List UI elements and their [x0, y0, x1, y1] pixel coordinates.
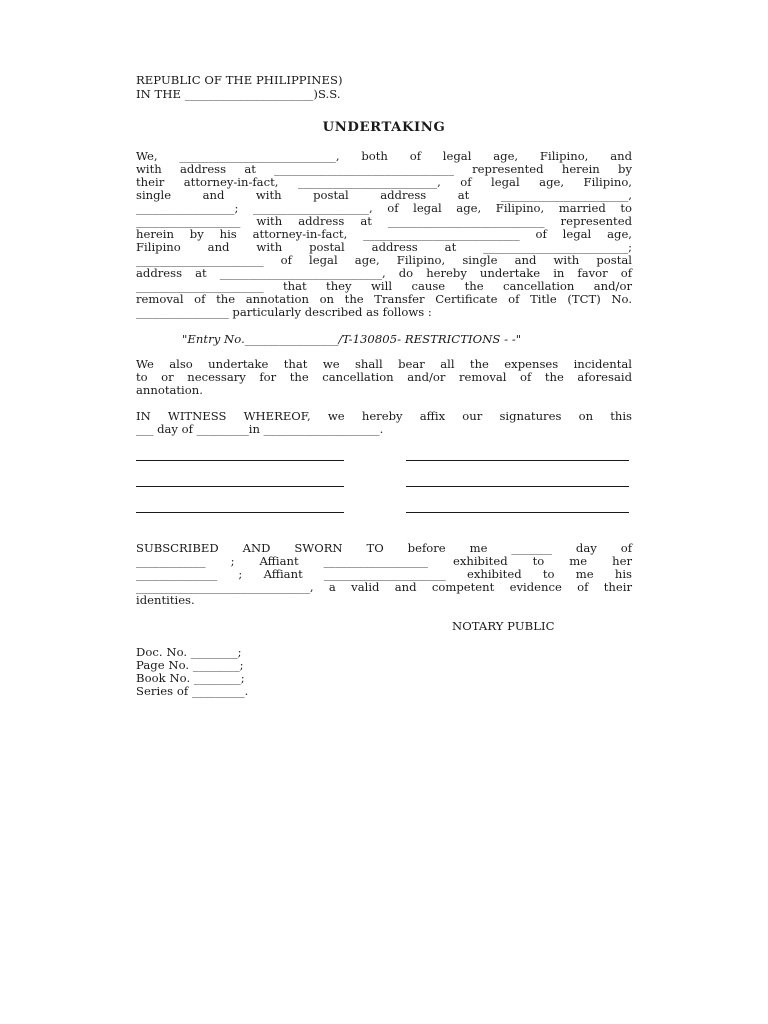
- jurat-line: ______________________________, a valid and competent evidence of their: [136, 580, 632, 594]
- paragraph1-line: with address at _______________________________ represented herein by: [136, 162, 632, 176]
- signature-line: [136, 512, 344, 513]
- paragraph1-line: address at ____________________________, do hereby undertake in favor of: [136, 266, 632, 280]
- paragraph1-line: single and with postal address at ______________________,: [136, 188, 632, 202]
- signature-line: [406, 512, 629, 513]
- paragraph2-line: annotation.: [136, 383, 203, 397]
- paragraph1-line: their attorney-in-fact, ________________________, of legal age, Filipino,: [136, 175, 632, 189]
- paragraph2-line: to or necessary for the cancellation and/or removal of the aforesaid: [136, 370, 632, 384]
- paragraph1-line: ______________________ that they will cause the cancellation and/or: [136, 279, 632, 293]
- signature-line: [136, 460, 344, 461]
- jurat-line: ______________ ; Affiant _____________________ exhibited to me his: [136, 567, 632, 581]
- book-no: Book No. ________;: [136, 671, 245, 685]
- paragraph2-line: We also undertake that we shall bear all the expenses incidental: [136, 357, 632, 371]
- paragraph1-line: Filipino and with postal address at _________________________;: [136, 240, 632, 254]
- paragraph1-line: We, ___________________________, both of legal age, Filipino, and: [136, 149, 632, 163]
- paragraph1-line: ______________________ of legal age, Filipino, single and with postal: [136, 253, 632, 267]
- witness-line: ___ day of _________in ____________________.: [136, 422, 384, 436]
- signature-line: [406, 486, 629, 487]
- header-venue: IN THE ______________________)S.S.: [136, 87, 341, 101]
- entry-line: "Entry No.________________/T-130805- RESTRICTIONS - -": [182, 332, 522, 346]
- paragraph1-line: ________________ particularly described as follows :: [136, 305, 432, 319]
- paragraph1-line: removal of the annotation on the Transfer Certificate of Title (TCT) No.: [136, 292, 632, 306]
- jurat-line: identities.: [136, 593, 195, 607]
- signature-line: [136, 486, 344, 487]
- series-of: Series of _________.: [136, 684, 249, 698]
- document-title: UNDERTAKING: [322, 120, 446, 135]
- signature-line: [406, 460, 629, 461]
- paragraph1-line: __________________ with address at ___________________________ represented: [136, 214, 632, 228]
- witness-line: IN WITNESS WHEREOF, we hereby affix our signatures on this: [136, 409, 632, 423]
- doc-no: Doc. No. ________;: [136, 645, 242, 659]
- header-republic: REPUBLIC OF THE PHILIPPINES): [136, 73, 343, 87]
- paragraph1-line: herein by his attorney-in-fact, ___________________________ of legal age,: [136, 227, 632, 241]
- page-no: Page No. ________;: [136, 658, 244, 672]
- jurat-line: SUBSCRIBED AND SWORN TO before me _______ day of: [136, 541, 632, 555]
- jurat-line: ____________ ; Affiant __________________ exhibited to me her: [136, 554, 632, 568]
- notary-public-label: NOTARY PUBLIC: [452, 619, 555, 633]
- paragraph1-line: _________________; ____________________, of legal age, Filipino, married to: [136, 201, 632, 215]
